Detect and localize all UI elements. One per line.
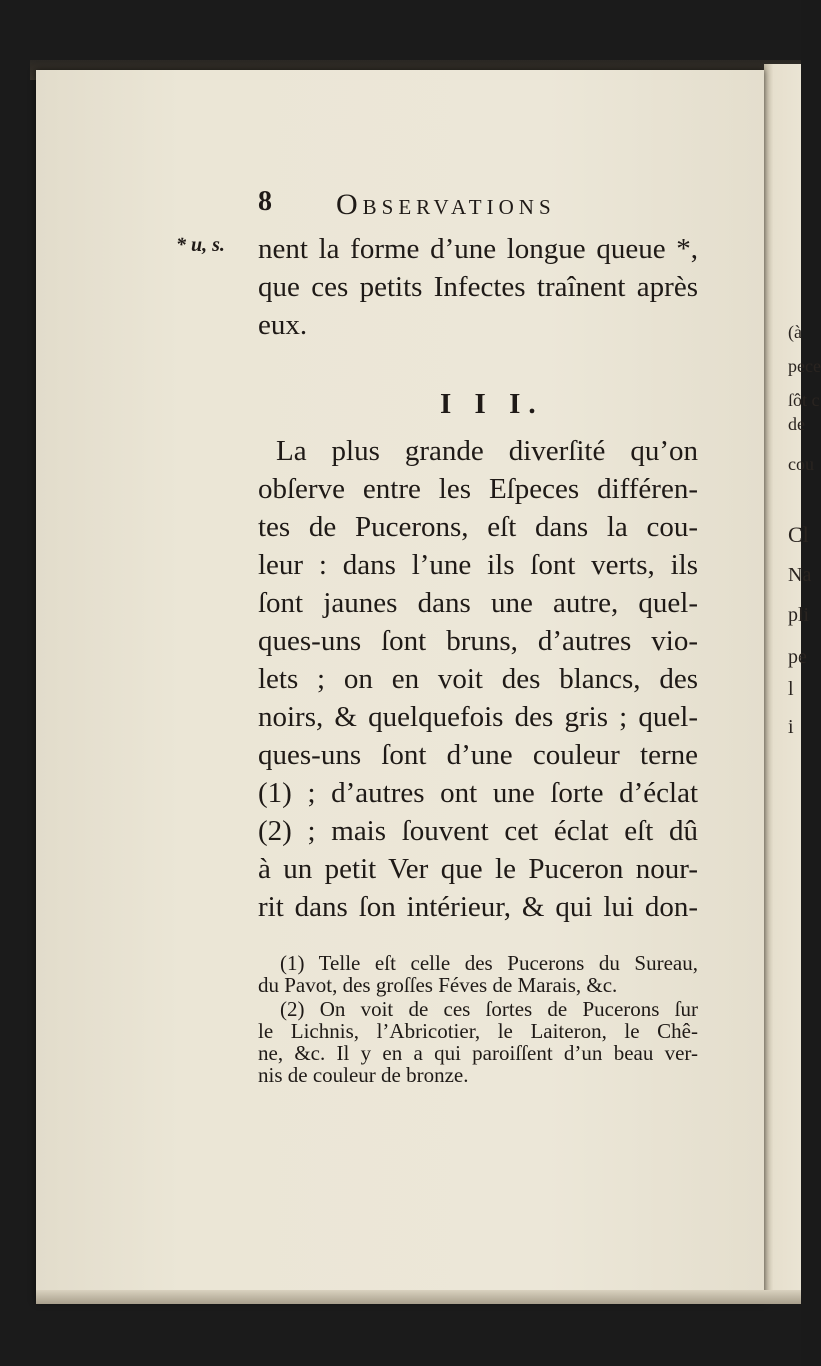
footnote-line: du Pavot, des groſſes Féves de Marais, &c. [258, 973, 618, 997]
facing-page-fragment: Na [788, 564, 812, 586]
body-line: La plus grande diverſité qu’on [276, 435, 698, 467]
body-line: à un petit Ver que le Puceron nour- [258, 853, 698, 885]
facing-page-edge [764, 64, 821, 1304]
facing-page-fragment: cou [788, 454, 814, 474]
body-line: nent la forme d’une longue queue *, [258, 233, 698, 265]
footnote-line: (1) Telle eſt celle des Pucerons du Sureau, [280, 951, 698, 975]
body-line: ques-uns ſont d’une couleur terne [258, 739, 698, 771]
body-line: obſerve entre les Eſpeces différen- [258, 473, 698, 505]
footnote-line: ne, &c. Il y en a qui paroiſſent d’un beau ver- [258, 1041, 698, 1065]
footnote-line: le Lichnis, l’Abricotier, le Laiteron, le Chê- [258, 1019, 698, 1043]
body-line: eux. [258, 309, 308, 341]
body-line: noirs, & quelquefois des gris ; quel- [258, 701, 698, 733]
margin-reference: * u, s. [176, 234, 225, 256]
page-number: 8 [258, 186, 272, 217]
body-line: tes de Pucerons, eſt dans la cou- [258, 511, 698, 543]
body-line: que ces petits Infectes traînent après [258, 271, 698, 303]
body-line: lets ; on en voit des blancs, des [258, 663, 698, 695]
facing-page-fragment: de [788, 414, 805, 434]
footnote-line: nis de couleur de bronze. [258, 1063, 469, 1087]
body-line: ſont jaunes dans une autre, quel- [258, 587, 698, 619]
page-bottom-edge [36, 1290, 801, 1304]
body-line: ques-uns ſont bruns, d’autres vio- [258, 625, 698, 657]
facing-page-fragment: pece [788, 356, 821, 376]
facing-page-fragment: pe [788, 646, 807, 668]
body-line: (1) ; d’autres ont une ſorte d’éclat [258, 777, 698, 809]
body-line: leur : dans l’une ils ſont verts, ils [258, 549, 698, 581]
facing-page-fragment: pli [788, 604, 810, 626]
body-line: (2) ; mais ſouvent cet éclat eſt dû [258, 815, 698, 847]
body-line: rit dans ſon intérieur, & qui lui don- [258, 891, 698, 923]
facing-page-fragment: i [788, 716, 794, 738]
facing-page-fragment: l [788, 678, 794, 700]
facing-page-fragment: (à [788, 322, 802, 342]
facing-page-fragment: Cl [788, 522, 809, 547]
facing-page-fragment: ſôt c [788, 390, 820, 410]
footnote-line: (2) On voit de ces ſortes de Pucerons ſur [280, 997, 698, 1021]
running-head: Observations [336, 188, 556, 221]
section-number: I I I. [440, 388, 544, 420]
